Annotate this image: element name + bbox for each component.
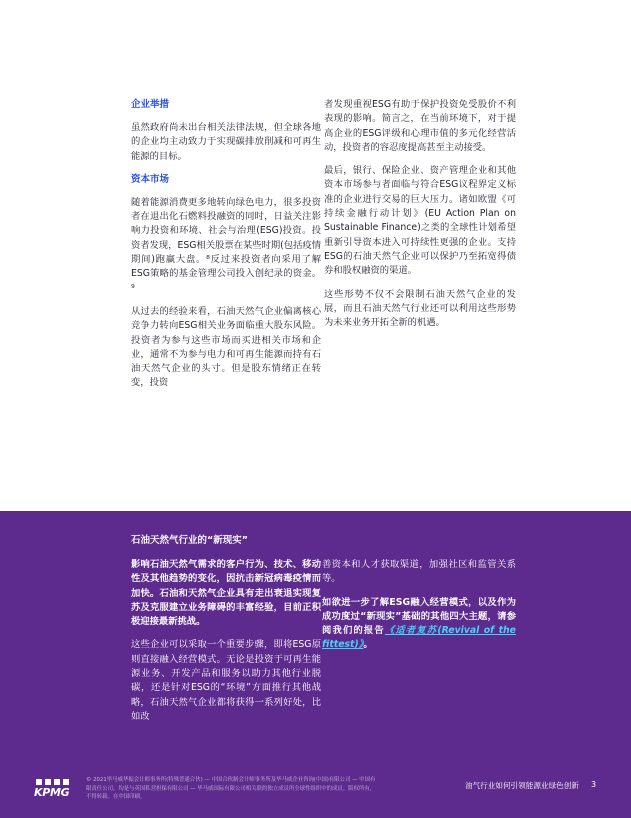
panel-title: 石油天然气行业的“新现实” bbox=[131, 535, 248, 546]
panel-paragraph-cta bbox=[322, 596, 516, 653]
panel-left-column bbox=[131, 558, 321, 733]
legal-notice: © 2021毕马威华振会计师事务所(特殊普通合伙) — 中国合伙制会计师事务所及毕马威企业咨询(中国)有限公司 — 中国有限责任公司，均是与英国私营担保有限公司 — 毕马威国际有限公司相关联的独立成员所全球性组织中的成员。版权所有，不得转载。在中国印刷。 bbox=[86, 777, 376, 801]
paragraph: 虽然政府尚未出台相关法律法规，但全球各地的企业均主动致力于实现碳排放削减和可再生能源的目标。 bbox=[131, 122, 321, 162]
paragraph: 这些形势不仅不会限制石油天然气企业的发展，而且石油天然气行业还可以利用这些形势为未来业务开拓全新的机遇。 bbox=[324, 288, 516, 329]
panel-paragraph: 影响石油天然气需求的客户行为、技术、移动性及其他趋势的变化，因抗击新冠病毒疫情而加快。石油和天然气企业具有走出衰退实现复苏及克服建立业务障碍的丰富经验，目前正积极迎接最新挑战。 bbox=[131, 559, 321, 628]
paragraph: 从过去的经验来看，石油天然气企业偏离核心竞争力转向ESG相关业务面临重大股东风险。投资者为参与这些市场而买进相关市场和企业，通常不为参与电力和可再生能源而持有石油天然气企业的头寸。但是股东情绪正在转变，投资 bbox=[131, 305, 321, 389]
report-link[interactable]: 《适者复苏(Revival of the fittest)》 bbox=[322, 625, 516, 651]
paragraph: 随着能源消费更多地转向绿色电力，很多投资者在退出化石燃料投融资的同时，日益关注影响力投资和环境、社会与治理(ESG)投资。投资者发现，ESG相关股票在某些时期(包括疫情期间)跑赢大盘。⁸反过来投资者向采用了解ESG策略的基金管理公司投入创纪录的资金。⁹ bbox=[131, 196, 321, 294]
kpmg-logo-text: KPMG bbox=[34, 786, 70, 799]
panel-paragraph: 这些企业可以采取一个重要步骤，即将ESG原则直接融入经营模式。无论是投资于可再生能源业务、开发产品和服务以助力其他行业脱碳，还是针对ESG的“环境”方面推行其他战略，石油天然气企业都将获得一系列好处，比如改 bbox=[131, 639, 321, 722]
footer-report-title: 油气行业如何引领能源业绿色创新 bbox=[465, 781, 579, 790]
page-number: 3 bbox=[591, 780, 597, 789]
left-column bbox=[131, 98, 321, 400]
panel-paragraph: 善资本和人才获取渠道，加强社区和监管关系等。 bbox=[322, 559, 516, 585]
section-heading-capital-markets: 资本市场 bbox=[131, 173, 170, 185]
section-heading-corporate: 企业举措 bbox=[131, 99, 170, 110]
paragraph: 最后，银行、保险企业、资产管理企业和其他资本市场参与者面临与符合ESG议程界定义标准的企业进行交易的巨大压力。诸如欧盟《可持续金融行动计划》(EU Action Plan on Sustainable Finance)之类的全球性计划希望重新引导资本进入可持续性更强的企业。支持ESG的石油天然气企业可以保护乃至拓宽得债券和股权融资的渠道。 bbox=[324, 165, 516, 277]
paragraph: 者发现重视ESG有助于保护投资免受股价不利表现的影响。简言之，在当前环境下，对于提高企业的ESG评级和心理市值的多元化经营活动，投资者的容忍度提高甚至主动接受。 bbox=[324, 99, 516, 153]
right-column bbox=[324, 98, 516, 339]
cta-text: 如欲进一步了解ESG融入经营模式，以及作为成功度过“新现实”基础的其他四大主题，请参阅我们的报告 bbox=[322, 596, 516, 637]
panel-right-column bbox=[322, 558, 516, 662]
cta-end: 。 bbox=[363, 639, 373, 651]
